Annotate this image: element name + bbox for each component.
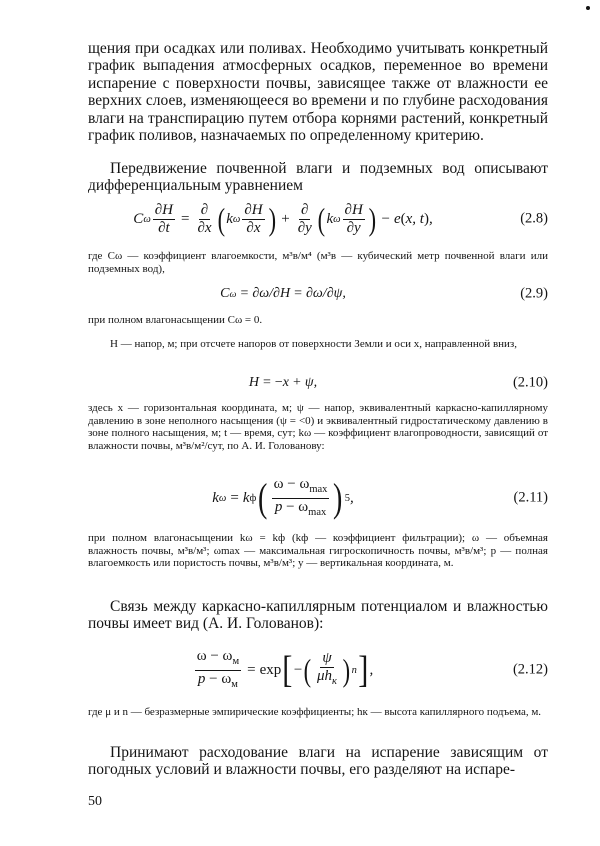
where-clause-capacity: где Cω — коэффициент влагоемкости, м³в/м⁴ (м³в — кубический метр почвенной влаги или подземных вод),: [88, 250, 548, 275]
saturation-definitions: при полном влагонасыщении kω = kф (kф — коэффициент фильтрации); ω — объемная влажность почвы, м³в/м³; ωmax — максимальная гигроскопичность почвы, м³в/м³; p — полная влагоемкость или пористость почвы, м³в/м³; y — вертикальная координата, м.: [88, 532, 548, 570]
equation-2-9: [88, 280, 548, 308]
equation-number: (2.10): [512, 374, 548, 391]
equation-number: (2.11): [513, 489, 548, 506]
equation-2-11: [88, 470, 548, 526]
equation-2-10: [88, 370, 548, 396]
corner-mark: [586, 6, 590, 10]
paragraph-potential: Связь между каркасно-капиллярным потенциалом и влажностью почвы имеет вид (А. И. Голованов):: [88, 598, 548, 633]
equation-2-8: [88, 196, 548, 242]
definitions-block: здесь x — горизонтальная координата, м; ψ — напор, эквивалентный каркасно-капиллярному давлению в зоне неполного насыщения (ψ = <0) и эквивалентный гидростатическому давлению в зоне полного насыщения, м; t — время, сут; kω — коэффициент влагопроводности, зависящий от влажности почвы, м³в/м²/сут, по А. И. Голованову:: [88, 402, 548, 452]
equation-2-11-body: k ω = k ф ( $\frac{\omega - \omega_{max}}{p - \omega_{max}}$ ) 5 ,: [212, 475, 354, 520]
paragraph-movement: Передвижение почвенной влаги и подземных вод описывают дифференциальным уравнением: [88, 160, 548, 195]
equation-2-12-body: $\frac{\omega - \omega_м}{p - \omega_м}$ = exp [ − ( $\frac{\psi}{\mu h_к}$ ) n ] ,: [196, 647, 374, 691]
page-number: 50: [88, 794, 102, 809]
equation-2-10-body: H = − x + ψ,: [248, 375, 318, 390]
equation-number: (2.12): [512, 661, 548, 678]
equation-number: (2.8): [520, 210, 548, 227]
where-clause-empirical: где μ и n — безразмерные эмпирические коэффициенты; hк — высота капиллярного подъема, м.: [88, 706, 542, 718]
paragraph-evaporation: Принимают расходование влаги на испарение зависящим от погодных условий и влажности почвы, его разделяют на испаре-: [88, 744, 548, 779]
equation-2-12: [88, 640, 548, 700]
head-definition: H — напор, м; при отсчете напоров от поверхности Земли и оси x, направленной вниз,: [110, 338, 518, 350]
paragraph-continuation: щения при осадках или поливах. Необходимо учитывать конкретный график выпадения атмосферных осадков, переменное во времени испарение с поверхности почвы, зависящее также от влажности ее верхних слоев, изменяющееся во времени и по глубине расходования влаги на транспирацию путем отбора корнями растений, конкретный график поливов, назначаемых по определенному критерию.: [88, 40, 548, 145]
full-saturation-line: при полном влагонасыщении Cω = 0.: [88, 314, 263, 326]
equation-2-9-body: C ω = ∂ ω/ ∂ H = ∂ ω/ ∂ ψ,: [220, 286, 346, 301]
equation-number: (2.9): [520, 285, 548, 302]
equation-2-8-body: C ω $\frac{\partial H}{\partial t}$ = $\frac{\partial}{\partial x}$ ( k ω $\frac{\partial H}{\partial x}$ ) + $\frac{\partial}{\partial y}$ ( k ω $\frac{\partial H}{\partial y}$ ) − e ( x, t ) ,: [133, 201, 433, 237]
